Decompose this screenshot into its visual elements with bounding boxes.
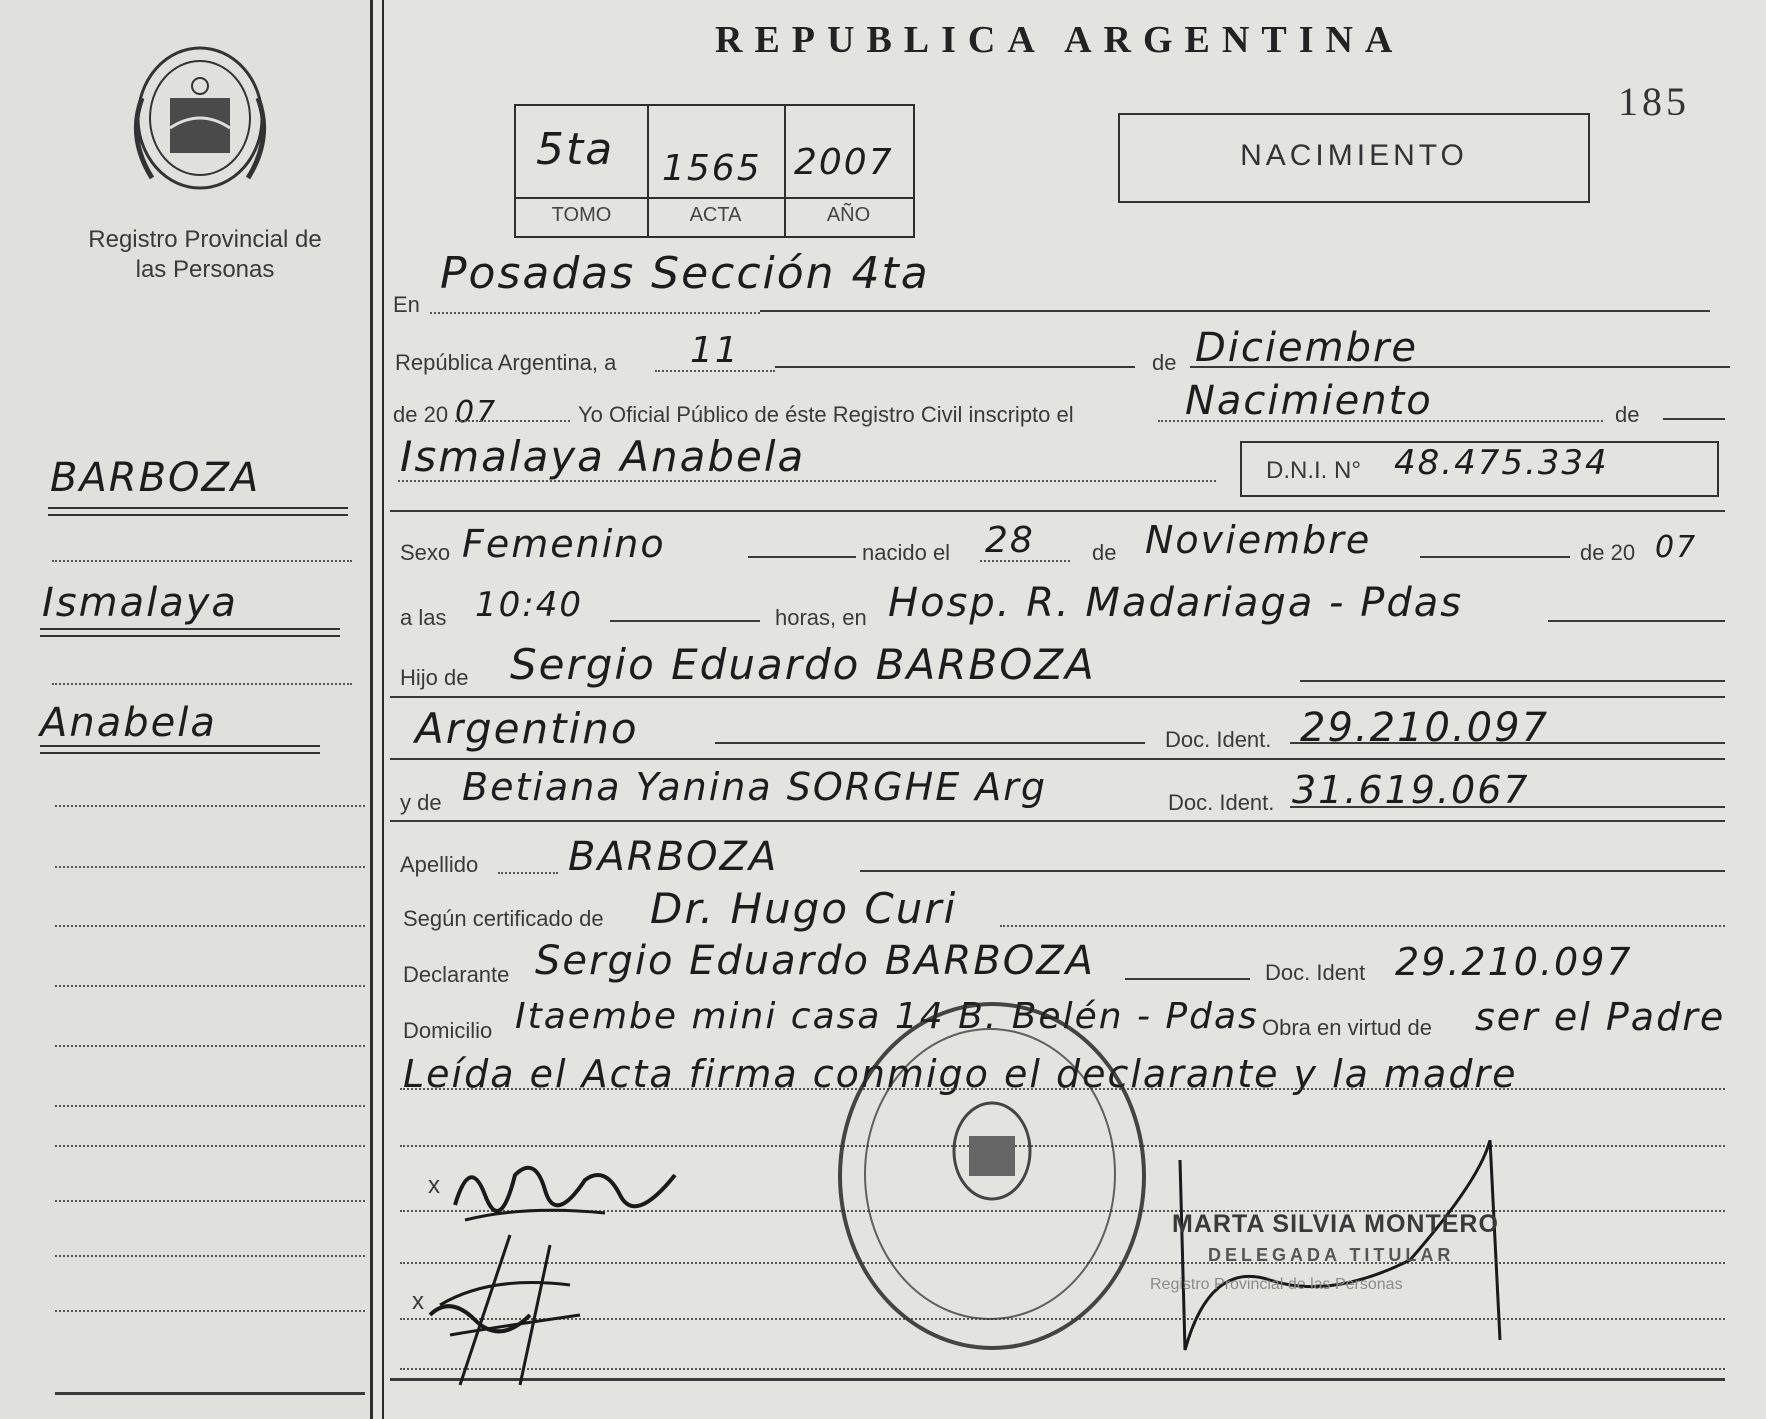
oficial-text: Yo Oficial Público de éste Registro Civil inscripto el [578, 402, 1074, 427]
margin-second-name: Anabela [40, 700, 217, 746]
dotted-line [430, 312, 760, 314]
margin-dotted-line [52, 560, 352, 562]
apellido-value: BARBOZA [568, 834, 779, 880]
fill-line [1290, 806, 1725, 808]
anio-label: AÑO [826, 204, 871, 226]
sexo-value: Femenino [462, 522, 666, 566]
a-las-label: a las [400, 605, 447, 630]
section-rule [390, 758, 1725, 760]
page-number: 185 [1618, 79, 1690, 124]
fill-line [760, 310, 1710, 312]
x-mark-1: x [428, 1172, 440, 1199]
margin-divider-inner [382, 0, 384, 1419]
document-type-box [1118, 113, 1590, 203]
margin-dotted-line [55, 1045, 365, 1047]
dotted-line [398, 480, 1216, 482]
doc-ident-label: Doc. Ident. [1165, 727, 1272, 752]
margin-underline [40, 745, 320, 754]
margin-underline [48, 507, 348, 516]
dotted-line [455, 420, 570, 422]
margin-underline [40, 628, 340, 637]
dotted-line [980, 560, 1070, 562]
country-title: REPUBLICA ARGENTINA [715, 19, 1405, 61]
margin-first-name: Ismalaya [42, 580, 238, 626]
margin-dotted-line [52, 683, 352, 685]
fill-line [775, 366, 1135, 368]
certificado-value: Dr. Hugo Curi [650, 884, 958, 933]
child-name-value: Ismalaya Anabela [400, 432, 806, 481]
madre-signature [420, 1215, 640, 1390]
dotted-line [498, 872, 558, 874]
nacido-day: 28 [985, 520, 1035, 561]
fill-line [1300, 680, 1725, 682]
margin-dotted-line [55, 1105, 365, 1107]
horas-en-label: horas, en [775, 605, 867, 630]
y-de-label: y de [400, 790, 442, 815]
declarante-doc: 29.210.097 [1395, 940, 1633, 984]
domicilio-label: Domicilio [403, 1018, 493, 1043]
doc-ident-label-3: Doc. Ident [1265, 960, 1366, 985]
official-registry: Registro Provincial de las Personas [1150, 1276, 1403, 1293]
year-prefix-label: de 20 [393, 402, 449, 427]
provincial-seal-icon [122, 38, 278, 198]
margin-dotted-line [55, 805, 365, 807]
declarante-value: Sergio Eduardo BARBOZA [535, 938, 1095, 984]
section-rule [390, 696, 1725, 698]
tomo-label: TOMO [551, 204, 612, 226]
lugar-value: Hosp. R. Madariaga - Pdas [888, 580, 1464, 626]
fill-line [748, 556, 856, 558]
de-label-2: de [1615, 402, 1640, 427]
acta-label: ACTA [689, 204, 742, 226]
margin-dotted-line [55, 985, 365, 987]
margin-dotted-line [55, 1255, 365, 1257]
fill-line [860, 870, 1725, 872]
document-type: NACIMIENTO [1240, 139, 1468, 172]
fill-line [610, 620, 760, 622]
apellido-label: Apellido [400, 852, 479, 877]
section-rule [390, 510, 1725, 512]
margin-bottom-rule [55, 1392, 365, 1395]
padre-nacionalidad: Argentino [415, 704, 639, 753]
x-mark-2: x [412, 1288, 424, 1315]
padre-value: Sergio Eduardo BARBOZA [510, 640, 1096, 689]
section-rule [390, 820, 1725, 822]
fill-line [1663, 418, 1725, 420]
dotted-line [1000, 925, 1725, 927]
dni-value: 48.475.334 [1394, 443, 1609, 483]
sexo-label: Sexo [400, 540, 451, 565]
madre-value: Betiana Yanina SORGHE Arg [462, 765, 1048, 809]
padre-doc: 29.210.097 [1300, 705, 1550, 751]
registry-name: Registro Provincial de las Personas [88, 226, 322, 283]
day-value: 11 [690, 330, 740, 371]
fill-line [1548, 620, 1725, 622]
dni-label: D.N.I. N° [1266, 457, 1361, 484]
margin-dotted-line [55, 1200, 365, 1202]
year-value: 07 [455, 395, 498, 430]
nacido-year: 07 [1655, 530, 1698, 565]
inscripto-value: Nacimiento [1185, 378, 1433, 424]
de-label-3: de [1092, 540, 1117, 565]
dni-box [1240, 441, 1719, 497]
doc-ident-label-2: Doc. Ident. [1168, 790, 1275, 815]
obra-label: Obra en virtud de [1262, 1015, 1432, 1040]
nacido-label: nacido el [862, 540, 951, 565]
declarante-label: Declarante [403, 962, 510, 987]
margin-dotted-line [55, 925, 365, 927]
tomo-value: 5ta [536, 124, 615, 175]
margin-dotted-line [55, 866, 365, 868]
fill-line [1125, 978, 1250, 980]
obra-value: ser el Padre [1475, 995, 1726, 1039]
margin-surname: BARBOZA [50, 455, 261, 501]
official-name: MARTA SILVIA MONTERO [1172, 1210, 1499, 1238]
republica-label: República Argentina, a [395, 350, 617, 375]
margin-dotted-line [55, 1310, 365, 1312]
record-number-grid [514, 104, 915, 238]
fill-line [715, 742, 1145, 744]
official-title: DELEGADA TITULAR [1208, 1245, 1455, 1265]
anio-value: 2007 [794, 142, 894, 183]
margin-divider [370, 0, 373, 1419]
madre-doc: 31.619.067 [1292, 768, 1530, 812]
en-value: Posadas Sección 4ta [440, 248, 930, 299]
en-label: En [393, 292, 420, 317]
acta-value: 1565 [662, 148, 762, 189]
leida-value: Leída el Acta firma conmigo el declarante y la madre [403, 1052, 1518, 1096]
certificado-label: Según certificado de [403, 906, 604, 931]
hijo-label: Hijo de [400, 665, 469, 690]
nacido-year-label: de 20 [1580, 540, 1636, 565]
fill-line [1290, 742, 1725, 744]
month-value: Diciembre [1195, 325, 1419, 371]
domicilio-value: Itaembe mini casa 14 B. Belén - Pdas [515, 996, 1259, 1037]
margin-dotted-line [55, 1145, 365, 1147]
nacido-month: Noviembre [1145, 518, 1372, 562]
de-label: de [1152, 350, 1177, 375]
fill-line [1420, 556, 1570, 558]
hora-value: 10:40 [475, 585, 583, 625]
